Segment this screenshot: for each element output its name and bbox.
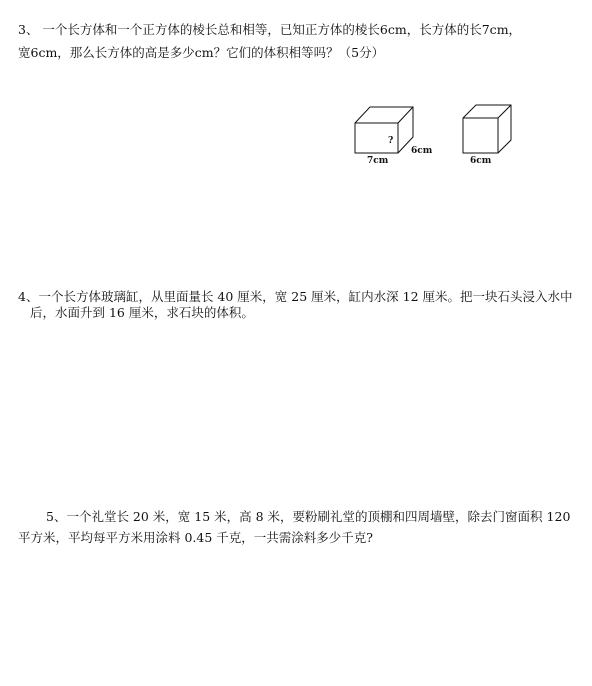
question-5-text-line-1: 5、一个礼堂长 20 米，宽 15 米，高 8 米，要粉刷礼堂的顶棚和四周墙壁，除去门窗面积 120 — [46, 509, 571, 524]
cube-drawing — [463, 105, 511, 153]
question-5-text-line-2: 平方米，平均每平方米用涂料 0.45 千克，一共需涂料多少千克? — [18, 530, 373, 545]
cuboid-width-label: 6cm — [411, 146, 433, 156]
question-3-text-line-2: 宽6cm，那么长方体的高是多少cm？它们的体积相等吗？（5分） — [18, 45, 385, 60]
cuboid-and-cube-figure — [345, 100, 535, 170]
cuboid-drawing — [355, 107, 413, 153]
question-4-text-line-2: 后，水面升到 16 厘米，求石块的体积。 — [30, 305, 254, 320]
question-4-text-line-1: 4、一个长方体玻璃缸，从里面量长 40 厘米，宽 25 厘米，缸内水深 12 厘米。把一块石头浸入水中 — [18, 289, 573, 304]
cuboid-height-label: ? — [388, 136, 394, 146]
cube-edge-label: 6cm — [470, 156, 492, 166]
question-3-text-line-1: 3、 一个长方体和一个正方体的棱长总和相等，已知正方体的棱长6cm，长方体的长7cm， — [18, 22, 522, 37]
cuboid-length-label: 7cm — [367, 156, 389, 166]
